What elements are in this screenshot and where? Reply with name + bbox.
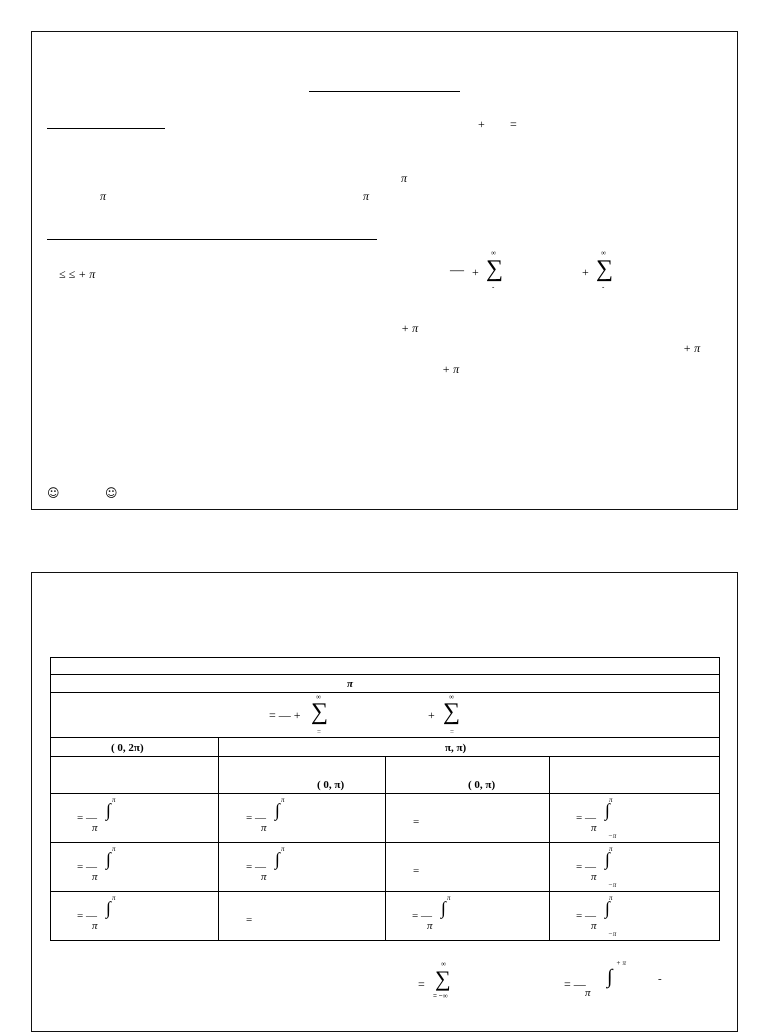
coefficient-formula: = [413, 816, 420, 828]
pi-symbol: π [585, 987, 591, 999]
summation-symbol: ∑ [486, 256, 504, 282]
coefficient-formula: = — [77, 910, 97, 922]
smiley-icon: ☺ [105, 486, 118, 500]
table-cell [550, 794, 721, 842]
table-row [50, 756, 720, 794]
table-cell [51, 892, 219, 940]
table-cell [51, 843, 219, 891]
coefficient-formula: = — [246, 861, 266, 873]
coefficient-formula: = — [576, 910, 596, 922]
infinity-symbol: ∞ [316, 693, 321, 701]
pi-symbol: π [427, 920, 433, 932]
coefficient-formula: = — [77, 861, 97, 873]
pi-symbol: π [92, 822, 98, 834]
interval-header: ( 0, 2π) [111, 742, 144, 754]
summation-lower-limit: = [317, 728, 321, 736]
table-cell [51, 738, 219, 756]
table-cell [219, 794, 386, 842]
section-underline-1 [47, 128, 165, 129]
summation-symbol: ∑ [311, 699, 329, 725]
exponent-dash: - [658, 973, 662, 985]
series-lead: = — + [269, 708, 301, 722]
upper-limit: π [112, 796, 116, 804]
pi-symbol: π [591, 822, 597, 834]
complex-coefficient-formula: = — [564, 977, 586, 991]
table-row [50, 692, 720, 738]
plus-sign: + [472, 265, 479, 279]
upper-limit: + π [616, 959, 626, 967]
interval-header: π, π) [445, 742, 467, 754]
infinity-symbol: ∞ [441, 960, 446, 968]
table-row [50, 674, 720, 693]
plus-pi: + π [442, 362, 460, 376]
lecture-slide-2 [31, 572, 738, 1032]
integral-symbol: ∫ [605, 898, 610, 918]
table-cell [386, 757, 550, 793]
equals-sign: = [510, 117, 517, 131]
table-cell [219, 892, 386, 940]
pi-symbol: π [100, 189, 107, 203]
coefficient-formula: = [413, 865, 420, 877]
table-cell [386, 843, 550, 891]
plus-sign: + [478, 117, 485, 131]
table-cell [51, 794, 219, 842]
table-row [50, 891, 720, 941]
table-row [50, 657, 720, 675]
summation-lower-limit: - [492, 283, 495, 291]
complex-series-eq: = [418, 977, 425, 991]
table-row [50, 793, 720, 843]
table-cell [550, 892, 721, 940]
pi-symbol: π [92, 920, 98, 932]
integral-symbol: ∫ [106, 849, 111, 869]
integral-symbol: ∫ [106, 898, 111, 918]
sub-interval-header: ( 0, π) [317, 779, 345, 791]
plus-sign: + [582, 265, 589, 279]
coefficient-formula: = — [576, 861, 596, 873]
coefficient-formula: = — [412, 910, 432, 922]
upper-limit: π [609, 796, 613, 804]
table-row [50, 737, 720, 757]
lower-limit: −π [608, 881, 617, 889]
pi-symbol: π [401, 171, 408, 185]
plus-pi: + π [683, 341, 701, 355]
fraction-bar: — [450, 263, 464, 278]
upper-limit: π [609, 894, 613, 902]
pi-symbol: π [261, 871, 267, 883]
integral-symbol: ∫ [275, 800, 280, 820]
table-cell [51, 757, 219, 793]
lower-limit: −π [608, 832, 617, 840]
coefficient-formula: = [246, 914, 253, 926]
plus-pi: + π [401, 321, 419, 335]
coefficient-formula: = — [77, 812, 97, 824]
upper-limit: π [609, 845, 613, 853]
summation-lower-limit: = [450, 728, 454, 736]
upper-limit: π [281, 796, 285, 804]
section-underline-2 [47, 239, 377, 240]
table-cell [386, 794, 550, 842]
table-cell [550, 843, 721, 891]
upper-limit: π [112, 845, 116, 853]
upper-limit: π [447, 894, 451, 902]
lecture-slide-1 [31, 31, 738, 510]
upper-limit: π [281, 845, 285, 853]
integral-symbol: ∫ [607, 966, 613, 988]
summation-lower-limit: = −∞ [433, 992, 448, 1000]
interval-inequality: ≤ ≤ + π [59, 267, 96, 281]
summation-symbol: ∑ [443, 699, 461, 725]
upper-limit: π [112, 894, 116, 902]
pi-symbol: π [591, 871, 597, 883]
pi-symbol: π [261, 822, 267, 834]
infinity-symbol: ∞ [491, 249, 496, 257]
infinity-symbol: ∞ [449, 693, 454, 701]
smiley-icon: ☺ [47, 486, 60, 500]
table-cell [219, 757, 386, 793]
sub-interval-header: ( 0, π) [468, 779, 496, 791]
pi-header: π [347, 678, 354, 690]
coefficient-formula: = — [576, 812, 596, 824]
lower-limit: −π [608, 930, 617, 938]
summation-lower-limit: - [602, 283, 605, 291]
pi-symbol: π [591, 920, 597, 932]
summation-symbol: ∑ [435, 966, 451, 991]
title-underline [309, 91, 460, 92]
table-row [50, 842, 720, 892]
pi-symbol: π [92, 871, 98, 883]
infinity-symbol: ∞ [601, 249, 606, 257]
fourier-coefficient-table [50, 657, 720, 957]
table-cell [219, 843, 386, 891]
plus-sign: + [428, 708, 435, 722]
pi-symbol: π [363, 189, 370, 203]
integral-symbol: ∫ [441, 898, 446, 918]
integral-symbol: ∫ [605, 800, 610, 820]
summation-symbol: ∑ [596, 256, 614, 282]
table-cell [386, 892, 550, 940]
coefficient-formula: = — [246, 812, 266, 824]
integral-symbol: ∫ [275, 849, 280, 869]
integral-symbol: ∫ [605, 849, 610, 869]
integral-symbol: ∫ [106, 800, 111, 820]
